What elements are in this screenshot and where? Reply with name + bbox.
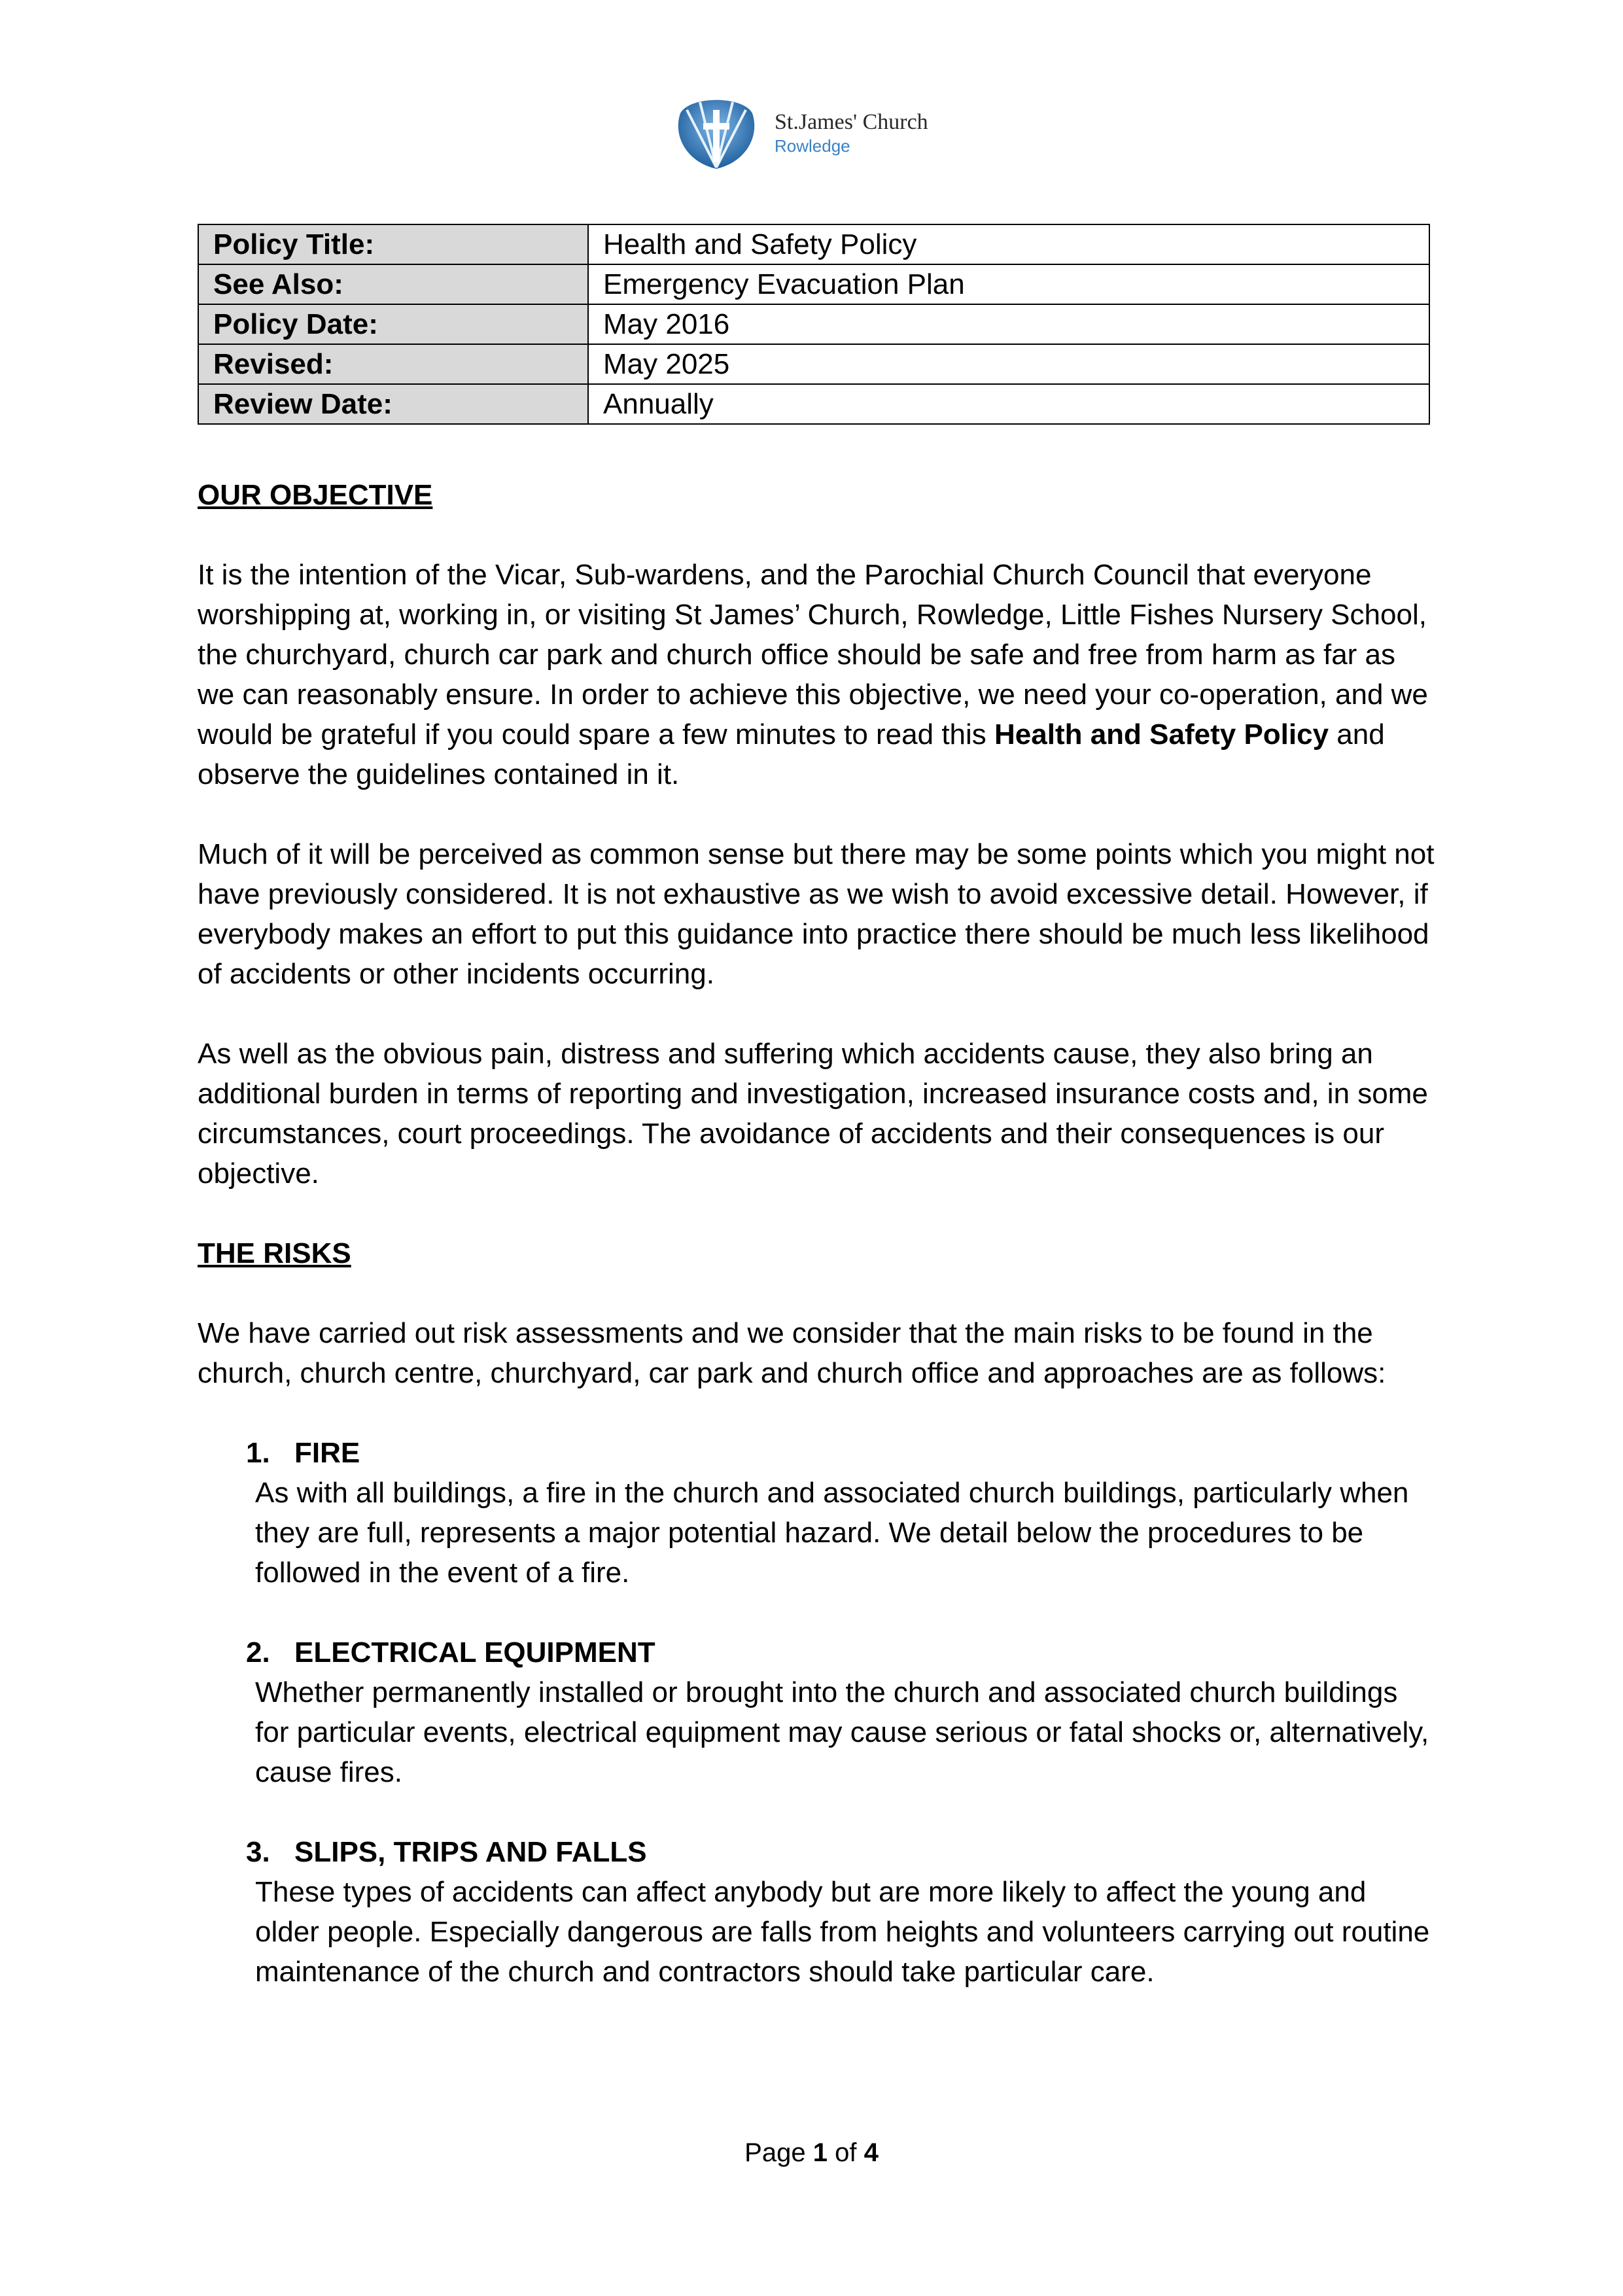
table-value: Emergency Evacuation Plan	[588, 264, 1429, 304]
objective-heading: OUR OBJECTIVE	[198, 479, 433, 511]
risk-title-text: SLIPS, TRIPS AND FALLS	[294, 1836, 647, 1868]
table-value: May 2025	[588, 344, 1429, 384]
risk-body: Whether permanently installed or brought into the church and associated church buildings for particular events, electrical equipment may cause serious or fatal shocks or, alternatively, cause fires.	[255, 1676, 1429, 1788]
logo-name: St.James' Church	[775, 109, 928, 134]
of-label: of	[835, 2138, 857, 2167]
risk-number: 2.	[246, 1636, 270, 1669]
risk-item	[246, 1832, 1437, 1992]
risk-item	[246, 1433, 1437, 1593]
table-key: Review Date:	[198, 384, 588, 424]
objective-paragraph-3: As well as the obvious pain, distress and suffering which accidents cause, they also bring an additional burden in terms of reporting and investigation, increased insurance costs and, in some circumstances, court proceedings. The avoidance of accidents and their consequences is our objective.	[198, 1038, 1428, 1190]
page-number: 1	[812, 2138, 828, 2167]
risk-title-text: ELECTRICAL EQUIPMENT	[294, 1636, 655, 1669]
risk-number: 1.	[246, 1437, 270, 1469]
table-key: Policy Title:	[198, 224, 588, 264]
objective-paragraph-1	[198, 555, 1437, 794]
table-row	[198, 304, 1429, 344]
paragraph-text: and observe the guidelines contained in it.	[198, 718, 1385, 790]
policy-name-bold: Health and Safety Policy	[994, 718, 1329, 751]
risks-heading: THE RISKS	[198, 1237, 351, 1269]
risk-item	[246, 1633, 1437, 1792]
table-row	[198, 384, 1429, 424]
risk-body: These types of accidents can affect anybody but are more likely to affect the young and older people. Especially dangerous are falls from heights and volunteers carrying out routine maintenance of the church and contractors should take particular care.	[255, 1876, 1430, 1988]
table-key: See Also:	[198, 264, 588, 304]
logo-subtitle: Rowledge	[775, 135, 850, 156]
risks-intro: We have carried out risk assessments and we consider that the main risks to be found in the church, church centre, churchyard, car park and church office and approaches are as follows:	[198, 1317, 1386, 1389]
table-value: Annually	[588, 384, 1429, 424]
objective-paragraph-2: Much of it will be perceived as common sense but there may be some points which you might not have previously considered. It is not exhaustive as we wish to avoid excessive detail. However, if everybody makes an effort to put this guidance into practice there should be much less likelihood of accidents or other incidents occurring.	[198, 838, 1435, 990]
table-key: Policy Date:	[198, 304, 588, 344]
church-logo	[667, 84, 975, 182]
table-row	[198, 344, 1429, 384]
risk-title-text: FIRE	[294, 1437, 360, 1469]
shell-cross-icon	[667, 90, 765, 175]
table-value: Health and Safety Policy	[588, 224, 1429, 264]
risk-body: As with all buildings, a fire in the church and associated church buildings, particularly when they are full, represents a major potential hazard. We detail below the procedures to be followed in the event of a fire.	[255, 1477, 1409, 1589]
page-total: 4	[864, 2138, 879, 2167]
page-footer	[0, 2138, 1623, 2168]
risk-title	[246, 1433, 1437, 1473]
table-row	[198, 224, 1429, 264]
table-row	[198, 264, 1429, 304]
page-label: Page	[744, 2138, 806, 2167]
risk-number: 3.	[246, 1836, 270, 1868]
risk-title	[246, 1633, 1437, 1672]
table-key: Revised:	[198, 344, 588, 384]
paragraph-text: It is the intention of the Vicar, Sub-wardens, and the Parochial Church Council that everyone worshipping at, working in, or visiting St James’ Church, Rowledge, Little Fishes Nursery School, the churchyard, church car park and church office should be safe and free from harm as far as we can reasonably ensure. In order to achieve this objective, we need your co-operation, and we would be grateful if you could spare a few minutes to read this	[198, 559, 1428, 751]
policy-content	[198, 475, 1437, 2032]
policy-info-table	[198, 224, 1430, 425]
table-value: May 2016	[588, 304, 1429, 344]
risk-title	[246, 1832, 1437, 1872]
